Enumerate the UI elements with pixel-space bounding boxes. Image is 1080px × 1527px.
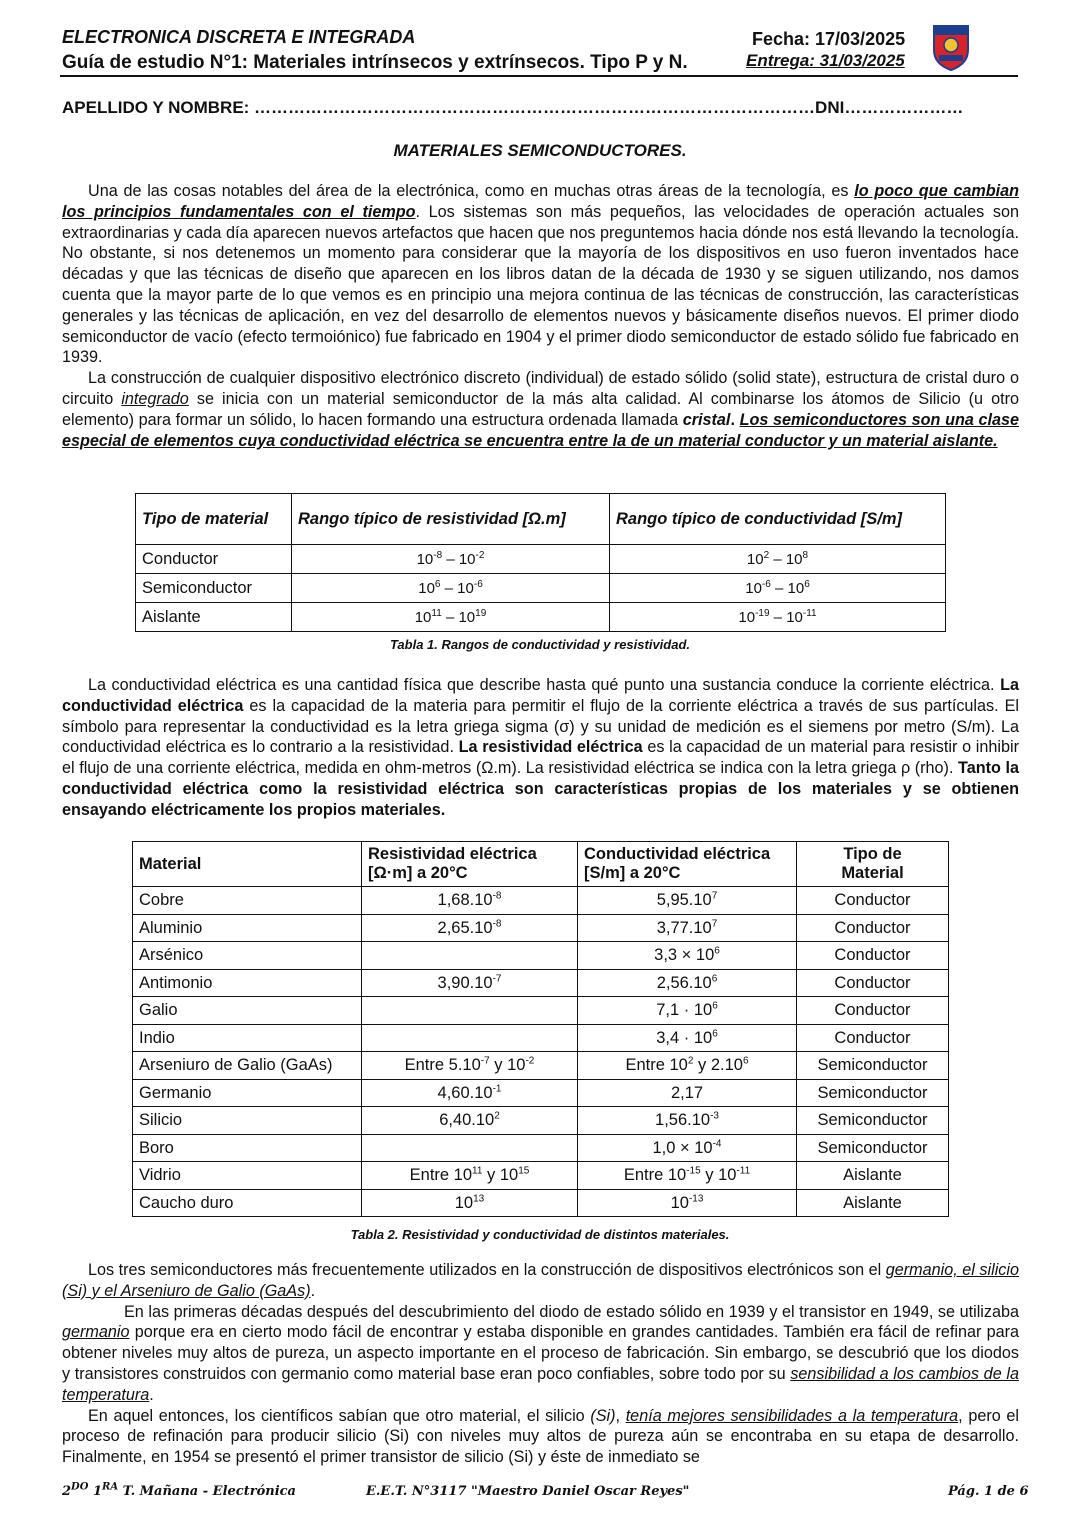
header-text: [S/m] a 20°C — [584, 864, 681, 882]
exponent: -3 — [710, 1110, 719, 1122]
table-cell — [578, 969, 797, 997]
exponent: -6 — [761, 578, 771, 590]
header-divider — [60, 75, 1018, 77]
footer-text: T. Mañana - Electrónica — [118, 1484, 296, 1499]
table-cell — [610, 545, 946, 574]
table-cell — [578, 1024, 797, 1052]
table-cell: Conductor — [797, 969, 949, 997]
text-run: se inicia con un material semiconductor de la más alta calidad. Al combinarse los átomos de Silicio (u otro elemento) para formar un sólido, lo hacen formando una estructura ordenada llamada — [62, 389, 1019, 429]
cell-text: Entre 10 — [409, 1166, 473, 1185]
cell-text: – 10 — [769, 608, 803, 626]
paragraph-4 — [62, 1260, 1019, 1302]
emphasis-text: Los semiconductores son una clase especial de elementos cuya conductividad eléctrica se encuentra entre la de un material conductor y un material aislante. — [62, 410, 1019, 450]
table-cell — [362, 1079, 578, 1107]
exponent: -13 — [688, 1193, 704, 1205]
exponent: 13 — [473, 1193, 485, 1205]
table-cell: Aislante — [136, 603, 292, 632]
table-cell — [578, 887, 797, 915]
materials-table — [132, 841, 949, 1217]
table-header: Tipo de material — [136, 494, 292, 545]
table-row — [133, 942, 949, 970]
text-run: . — [310, 1281, 316, 1300]
table-cell: Semiconductor — [797, 1107, 949, 1135]
school-shield-icon — [930, 20, 972, 72]
header-text: Resistividad eléctrica — [368, 845, 537, 863]
cell-text: 3,4 · 10 — [656, 1028, 713, 1047]
cell-text: – 10 — [770, 579, 805, 597]
exponent: 8 — [802, 549, 809, 561]
table-row — [136, 574, 946, 603]
table-cell: Conductor — [797, 997, 949, 1025]
table-header: Rango típico de resistividad [Ω.m] — [292, 494, 610, 545]
table-row — [133, 887, 949, 915]
paragraph-2 — [62, 368, 1019, 451]
footer-page-number: Pág. 1 de 6 — [948, 1484, 1029, 1499]
cell-text: 3,77.10 — [656, 918, 712, 937]
exponent: -8 — [492, 890, 502, 902]
cell-text: y 10 — [489, 1056, 526, 1075]
table-cell — [362, 1107, 578, 1135]
table-cell — [578, 914, 797, 942]
intro-text — [62, 181, 1019, 451]
header-text: Tipo de — [843, 845, 902, 863]
exponent: -19 — [755, 607, 770, 619]
exponent: 2 — [763, 549, 770, 561]
table-cell: Conductor — [797, 887, 949, 915]
table-cell — [362, 1052, 578, 1080]
table1-caption: Tabla 1. Rangos de conductividad y resistividad. — [389, 637, 691, 652]
text-run: es la capacidad de un material para resistir o inhibir el flujo de una corriente eléctrica, medida en ohm-metros (Ω.m). La resistividad eléctrica se indica con la letra griega ρ (rho). — [62, 738, 1019, 778]
footer-school: E.E.T. N°3117 "Maestro Daniel Oscar Reyes" — [366, 1484, 690, 1499]
footer-text: 2 — [62, 1484, 72, 1499]
exponent: -7 — [492, 973, 502, 985]
table-cell — [362, 914, 578, 942]
cell-text: – 10 — [442, 550, 476, 568]
table-cell: Aluminio — [133, 914, 362, 942]
student-name-line: APELLIDO Y NOMBRE: ………………………………………………………………………………………DNI………………… — [62, 98, 964, 117]
table-cell: Semiconductor — [797, 1079, 949, 1107]
table-row — [133, 1107, 949, 1135]
text-run: , — [615, 1406, 626, 1425]
cell-text: 10 — [745, 579, 762, 597]
footer-sup: DO — [71, 1481, 89, 1493]
exponent: -7 — [480, 1055, 490, 1067]
table-cell: Aislante — [797, 1162, 949, 1190]
text-run: Una de las cosas notables del área de la electrónica, como en muchas otras áreas de la tecnología, es — [88, 182, 855, 200]
exponent: 6 — [742, 1055, 749, 1067]
table-cell — [578, 997, 797, 1025]
emphasis-text: La resistividad eléctrica — [458, 738, 643, 757]
header-text: Material — [139, 854, 202, 873]
cell-text: 10 — [418, 579, 435, 597]
table-cell: Antimonio — [133, 969, 362, 997]
header-text: Material — [841, 864, 904, 882]
exponent: 2 — [687, 1055, 694, 1067]
table-cell — [362, 997, 578, 1025]
cell-text: 1,56.10 — [655, 1111, 711, 1130]
section-title: MATERIALES SEMICONDUCTORES. — [393, 141, 687, 160]
course-title: ELECTRONICA DISCRETA E INTEGRADA — [62, 27, 416, 47]
table-cell — [578, 942, 797, 970]
footer-sup: RA — [102, 1481, 119, 1493]
table-row — [133, 969, 949, 997]
text-run: , pero el proceso de refinación para producir silicio (Si) con niveles muy altos de pureza aún se encontraba en su etapa de desarrollo. Finalmente, en 1954 se presentó el primer transistor de silicio (Si) y éste de inmediato se — [62, 1406, 1019, 1467]
table-row — [133, 1162, 949, 1190]
table2-caption: Tabla 2. Resistividad y conductividad de distintos materiales. — [350, 1227, 730, 1242]
footer-text: 1 — [88, 1484, 103, 1499]
emphasis-text: integrado — [121, 389, 189, 408]
conductivity-text — [62, 675, 1019, 821]
table-cell: Arseniuro de Galio (GaAs) — [133, 1052, 362, 1080]
table-cell: Conductor — [797, 1024, 949, 1052]
exponent: -11 — [802, 607, 817, 619]
table-header-row — [133, 842, 949, 887]
cell-text: Entre 10 — [623, 1166, 687, 1185]
cell-text: 10 — [670, 1193, 689, 1212]
ranges-table-body — [136, 545, 946, 632]
cell-text: 10 — [738, 608, 756, 626]
cell-text: – 10 — [440, 579, 474, 597]
table-header — [797, 842, 949, 887]
cell-text: 2,56.10 — [656, 973, 712, 992]
table-header — [133, 842, 362, 887]
date-label: Fecha: 17/03/2025 — [752, 29, 906, 49]
cell-text: 6,40.10 — [439, 1111, 495, 1130]
table-cell: Silicio — [133, 1107, 362, 1135]
table-cell: Caucho duro — [133, 1189, 362, 1217]
table-cell — [610, 603, 946, 632]
emphasis-text: (Si) — [590, 1406, 616, 1425]
table-cell: Indio — [133, 1024, 362, 1052]
exponent: 6 — [712, 1000, 718, 1012]
emphasis-text: sensibilidad a los cambios de la temperatura — [62, 1364, 1019, 1404]
emphasis-text: La conductividad eléctrica — [62, 676, 1019, 715]
table-cell — [362, 969, 578, 997]
table-cell — [292, 603, 610, 632]
exponent: 15 — [518, 1165, 530, 1177]
exponent: -1 — [492, 1083, 502, 1095]
text-run: En las primeras décadas después del descubrimiento del diodo de estado sólido en 1939 y el transistor en 1949, se utilizaba — [124, 1302, 1019, 1321]
paragraph-6 — [62, 1406, 1019, 1468]
table-cell: Boro — [133, 1134, 362, 1162]
table-header: Rango típico de conductividad [S/m] — [610, 494, 946, 545]
table-cell — [292, 545, 610, 574]
emphasis-text: cristal — [682, 410, 731, 429]
table-cell — [362, 1134, 578, 1162]
cell-text: y 2.10 — [693, 1056, 743, 1075]
table-cell — [578, 1189, 797, 1217]
text-run: . — [149, 1385, 154, 1404]
table-cell: Cobre — [133, 887, 362, 915]
exponent: -15 — [686, 1165, 701, 1177]
table-cell — [362, 1024, 578, 1052]
table-row — [133, 1189, 949, 1217]
exponent: 6 — [714, 945, 720, 957]
text-run: La conductividad eléctrica es una cantidad física que describe hasta qué punto una sustancia conduce la corriente eléctrica. — [88, 676, 1001, 694]
table-cell: Conductor — [136, 545, 292, 574]
cell-text: 3,3 × 10 — [654, 946, 715, 965]
exponent: 19 — [475, 607, 487, 619]
table-cell: Arsénico — [133, 942, 362, 970]
table-cell — [578, 1162, 797, 1190]
table-row — [133, 1052, 949, 1080]
guide-title: Guía de estudio N°1: Materiales intrínsecos y extrínsecos. Tipo P y N. — [62, 52, 688, 73]
header-text: Conductividad eléctrica — [584, 845, 771, 863]
exponent: 6 — [804, 578, 810, 590]
table-row — [133, 997, 949, 1025]
paragraph-5 — [62, 1302, 1019, 1406]
materials-table-body — [133, 887, 949, 1217]
cell-text: – 10 — [441, 608, 476, 626]
table-cell: Vidrio — [133, 1162, 362, 1190]
cell-text: 2,65.10 — [437, 918, 493, 937]
text-run: es la capacidad de la materia para permitir el flujo de la corriente eléctrica a través de sus partículas. El símbolo para representar la conductividad es la letra griega sigma (σ) y su unidad de medición es el siemens por metro (S/m). La conductividad eléctrica es lo contrario a la resistividad. — [62, 696, 1019, 757]
cell-text: Entre 5.10 — [404, 1056, 481, 1075]
table-cell — [292, 574, 610, 603]
cell-text: Entre 10 — [625, 1056, 688, 1075]
cell-text: 7,1 · 10 — [656, 1001, 713, 1020]
exponent: 6 — [434, 578, 441, 590]
table-cell — [362, 887, 578, 915]
table-cell: Semiconductor — [797, 1052, 949, 1080]
table-cell: Aislante — [797, 1189, 949, 1217]
ranges-table — [135, 493, 946, 632]
table-row — [136, 545, 946, 574]
table-cell — [362, 1189, 578, 1217]
table-cell — [362, 1162, 578, 1190]
exponent: -4 — [712, 1138, 722, 1150]
cell-text: 10 — [414, 608, 432, 626]
cell-text: 10 — [416, 550, 434, 568]
cell-text: 5,95.10 — [656, 891, 712, 910]
table-cell — [578, 1134, 797, 1162]
table-cell — [610, 574, 946, 603]
cell-text: 1,68.10 — [437, 891, 493, 910]
table-cell: Semiconductor — [136, 574, 292, 603]
cell-text: y 10 — [700, 1166, 737, 1185]
table-header — [362, 842, 578, 887]
paragraph-1 — [62, 181, 1019, 368]
table-cell — [578, 1079, 797, 1107]
emphasis-text: Tanto la conductividad eléctrica como la resistividad eléctrica son características propias de los materiales y se obtienen ensayando eléctricamente los propios materiales. — [62, 759, 1019, 819]
text-run: La construcción de cualquier dispositivo electrónico discreto (individual) de estado sólido (solid state), estructura de cristal duro o circuito — [62, 369, 1019, 408]
table-row — [133, 1079, 949, 1107]
exponent: 2 — [494, 1110, 500, 1122]
table-row — [133, 1134, 949, 1162]
cell-text: 3,90.10 — [437, 973, 493, 992]
table-row — [133, 1024, 949, 1052]
semiconductors-text — [62, 1260, 1019, 1468]
cell-text: y 10 — [482, 1166, 519, 1185]
emphasis-text: lo poco que cambian los principios fundamentales con el tiempo — [62, 182, 1019, 221]
text-run: porque era en cierto modo fácil de encontrar y estaba disponible en grandes cantidades. También era fácil de refinar para obtener niveles muy altos de pureza, un aspecto importante en el proceso de fabricación. Sin embargo, se descubrió que los diodos y transistores construidos con germanio como material base eran poco confiables, sobre todo por su — [62, 1323, 1019, 1383]
table-header-row — [136, 494, 946, 545]
exponent: 6 — [712, 1028, 718, 1040]
cell-text: 2,17 — [670, 1083, 704, 1102]
cell-text: 10 — [454, 1193, 474, 1212]
exponent: -2 — [525, 1055, 535, 1067]
header-text: [Ω·m] a 20°C — [368, 864, 468, 882]
emphasis-text: germanio, el silicio (Si) y el Arseniuro de Galio (GaAs) — [62, 1261, 1019, 1300]
table-cell: Conductor — [797, 942, 949, 970]
paragraph-3 — [62, 675, 1019, 821]
footer-course — [62, 1481, 296, 1499]
emphasis-text: germanio — [62, 1323, 130, 1342]
cell-text: 10 — [746, 550, 764, 568]
due-date-label: Entrega: 31/03/2025 — [746, 51, 905, 70]
exponent: -8 — [433, 549, 443, 561]
table-header — [578, 842, 797, 887]
exponent: -2 — [475, 549, 485, 561]
table-cell: Semiconductor — [797, 1134, 949, 1162]
emphasis-text: tenía mejores sensibilidades a la temperatura — [625, 1406, 959, 1425]
exponent: 7 — [711, 890, 718, 902]
exponent: 6 — [711, 973, 718, 985]
cell-text: 4,60.10 — [437, 1083, 493, 1102]
exponent: 7 — [711, 918, 718, 930]
cell-text: – 10 — [769, 550, 803, 568]
table-cell — [362, 942, 578, 970]
table-cell — [578, 1052, 797, 1080]
text-run: . — [730, 410, 740, 429]
exponent: -6 — [473, 578, 483, 590]
table-row — [136, 603, 946, 632]
table-cell: Galio — [133, 997, 362, 1025]
cell-text: 1,0 × 10 — [652, 1138, 713, 1157]
exponent: -11 — [736, 1165, 751, 1177]
table-cell: Conductor — [797, 914, 949, 942]
table-cell — [578, 1107, 797, 1135]
text-run: En aquel entonces, los científicos sabían que otro material, el silicio — [88, 1406, 591, 1425]
table-cell: Germanio — [133, 1079, 362, 1107]
exponent: 11 — [472, 1165, 483, 1177]
text-run: Los tres semiconductores más frecuentemente utilizados en la construcción de dispositivos electrónicos son el — [88, 1261, 886, 1279]
exponent: 11 — [431, 607, 442, 619]
text-run: . Los sistemas son más pequeños, las velocidades de operación actuales son extraordinarias y cada día aparecen nuevos artefactos que hacen que nos preguntemos hacia dónde nos está llevando la tecnología. No obstante, si nos detenemos un momento para considerar que la mayoría de los dispositivos en uso fueron inventados hace décadas y que las técnicas de diseño que aparecen en los libros datan de la década de 1930 y se siguen utilizando, nos damos cuenta que la mayor parte de lo que vemos es en principio una mejora continua de las técnicas de construcción, las características generales y las técnicas de aplicación, en vez del desarrollo de elementos nuevos y básicamente diseños nuevos. El primer diodo semiconductor de vacío (efecto termoiónico) fue fabricado en 1904 y el primer diodo semiconductor de estado sólido fue fabricado en 1939. — [62, 202, 1019, 367]
exponent: -8 — [492, 918, 502, 930]
table-row — [133, 914, 949, 942]
